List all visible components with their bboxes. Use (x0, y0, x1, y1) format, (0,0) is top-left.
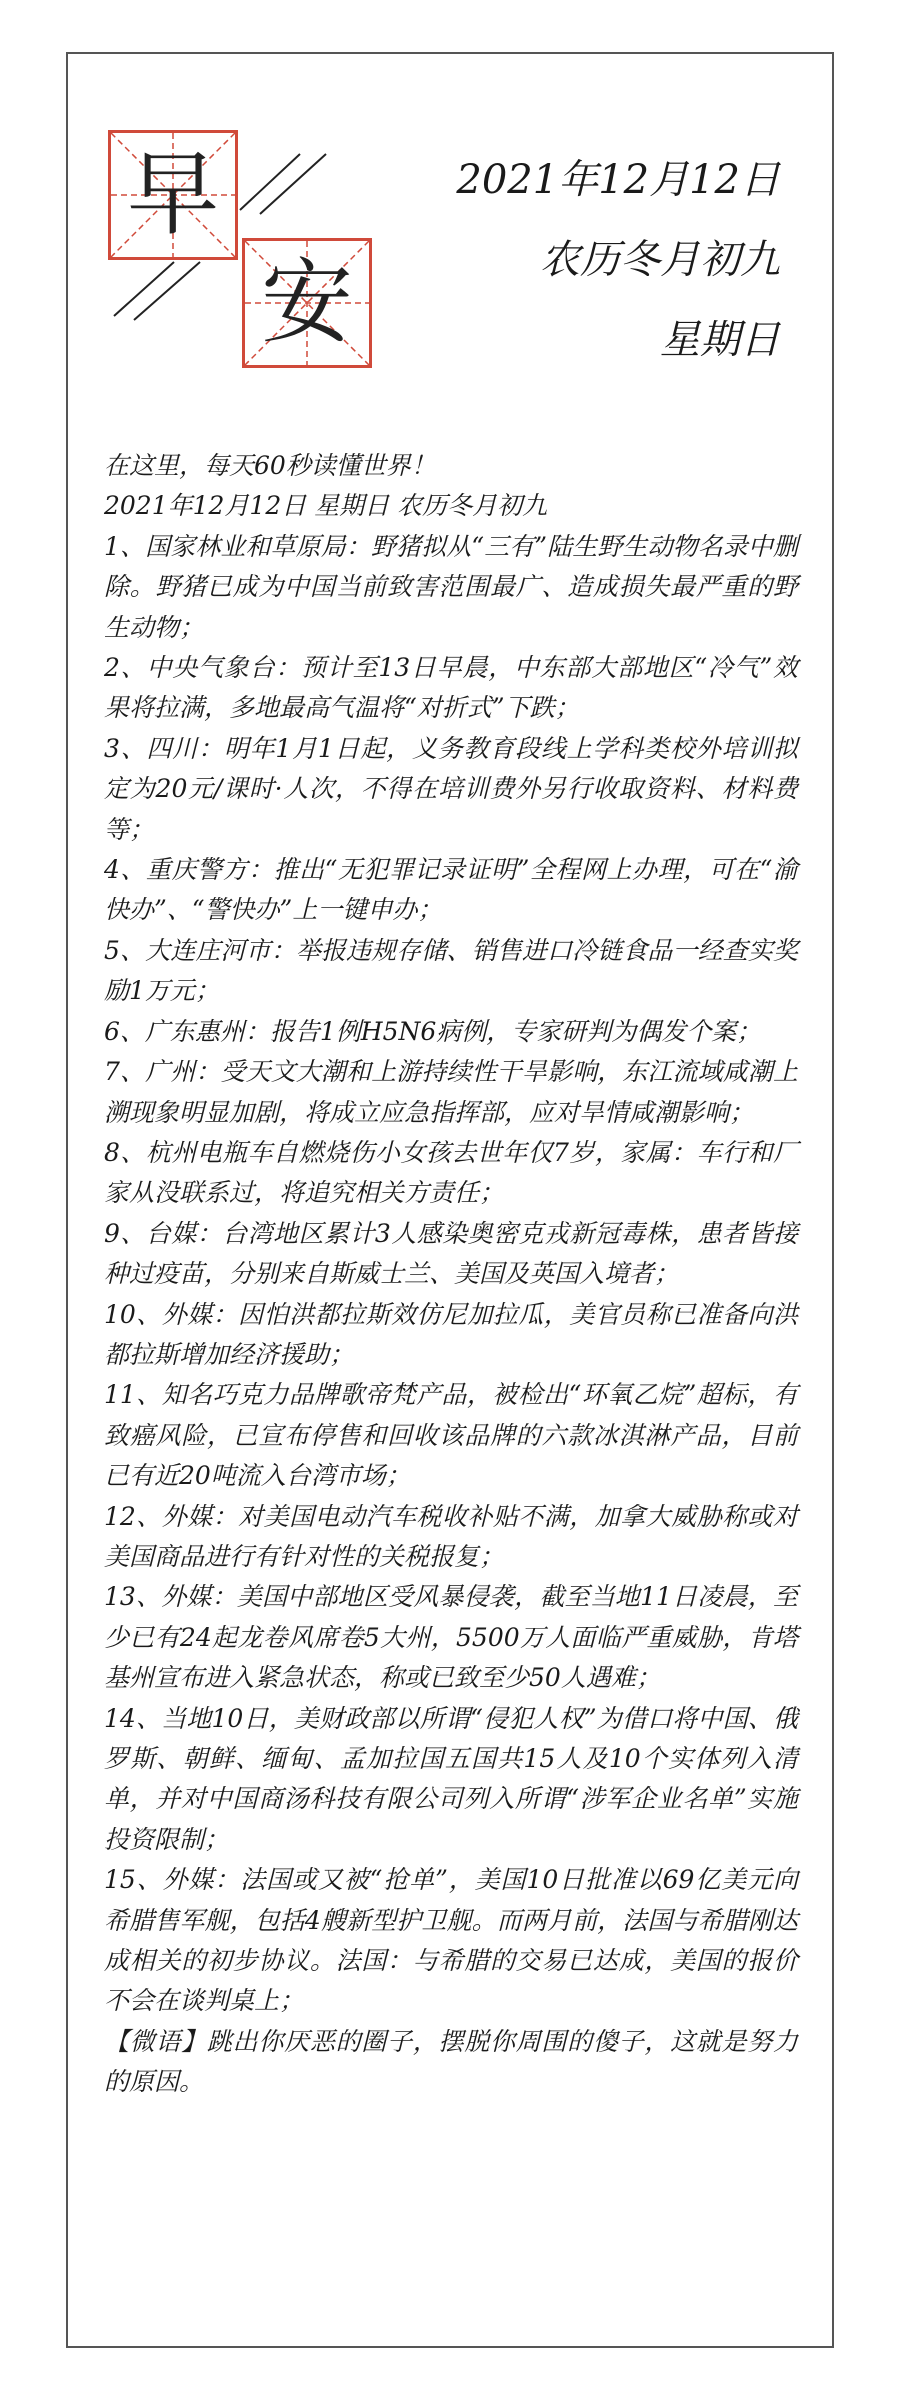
greeting-grid-box-1 (108, 130, 238, 260)
gregorian-date: 2021年12月12日 (456, 157, 780, 203)
news-item-1: 1、国家林业和草原局：野猪拟从“三有”陆生野生动物名录中删除。野猪已成为中国当前致害范围最广、造成损失最严重的野生动物； (104, 531, 798, 642)
news-content (104, 446, 798, 2103)
news-item-10: 10、外媒：因怕洪都拉斯效仿尼加拉瓜，美官员称已准备向洪都拉斯增加经济援助； (104, 1299, 798, 1369)
date-line: 2021年12月12日 星期日 农历冬月初九 (104, 491, 548, 521)
news-item-14: 14、当地10日，美财政部以所谓“侵犯人权”为借口将中国、俄罗斯、朝鲜、缅甸、孟加拉国五国共15人及10个实体列入清单，并对中国商汤科技有限公司列入所谓“涉军企业名单”实施投资限制； (104, 1703, 798, 1854)
news-item-5: 5、大连庄河市：举报违规存储、销售进口冷链食品一经查实奖励1万元； (104, 935, 798, 1006)
news-item-6: 6、广东惠州：报告1例H5N6病例，专家研判为偶发个案； (104, 1016, 762, 1046)
news-item-13: 13、外媒：美国中部地区受风暴侵袭，截至当地11日凌晨，至少已有24起龙卷风席卷5大州，5500万人面临严重威胁，肯塔基州宣布进入紧急状态，称或已致至少50人遇难； (104, 1582, 798, 1693)
news-item-9: 9、台媒：台湾地区累计3人感染奥密克戎新冠毒株，患者皆接种过疫苗，分别来自斯威士兰、美国及英国入境者； (104, 1218, 798, 1289)
weekday: 星期日 (660, 317, 780, 363)
news-item-15: 15、外媒：法国或又被“抢单”，美国10日批准以69亿美元向希腊售军舰，包括4艘新型护卫舰。而两月前，法国与希腊刚达成相关的初步协议。法国：与希腊的交易已达成，美国的报价不会在谈判桌上； (104, 1865, 798, 2016)
greeting-char-an: 安 (260, 249, 353, 356)
lunar-date: 农历冬月初九 (540, 237, 780, 283)
date-block (380, 140, 780, 380)
news-item-3: 3、四川：明年1月1日起，义务教育段线上学科类校外培训拟定为20元/课时·人次，不得在培训费外另行收取资料、材料费等； (104, 733, 798, 844)
news-item-12: 12、外媒：对美国电动汽车税收补贴不满，加拿大威胁称或对美国商品进行有针对性的关税报复； (104, 1501, 798, 1571)
intro-line: 在这里，每天60秒读懂世界！ (104, 451, 436, 480)
news-item-4: 4、重庆警方：推出“无犯罪记录证明”全程网上办理，可在“渝快办”、“警快办”上一键申办； (104, 855, 798, 925)
news-item-8: 8、杭州电瓶车自燃烧伤小女孩去世年仅7岁，家属：车行和厂家从没联系过，将追究相关方责任； (104, 1137, 798, 1208)
news-item-2: 2、中央气象台：预计至13日早晨，中东部大部地区“冷气”效果将拉满，多地最高气温将“对折式”下跌； (104, 653, 798, 723)
greeting-char-zao: 早 (126, 141, 219, 248)
greeting-grid-box-2 (242, 238, 372, 368)
news-item-11: 11、知名巧克力品牌歌帝梵产品，被检出“环氧乙烷”超标，有致癌风险，已宣布停售和回收该品牌的六款冰淇淋产品，目前已有近20吨流入台湾市场； (104, 1380, 798, 1491)
news-item-7: 7、广州：受天文大潮和上游持续性干旱影响，东江流域咸潮上溯现象明显加剧，将成立应急指挥部，应对旱情咸潮影响； (104, 1057, 798, 1127)
micro-quote: 【微语】跳出你厌恶的圈子，摆脱你周围的傻子，这就是努力的原因。 (104, 2026, 798, 2097)
